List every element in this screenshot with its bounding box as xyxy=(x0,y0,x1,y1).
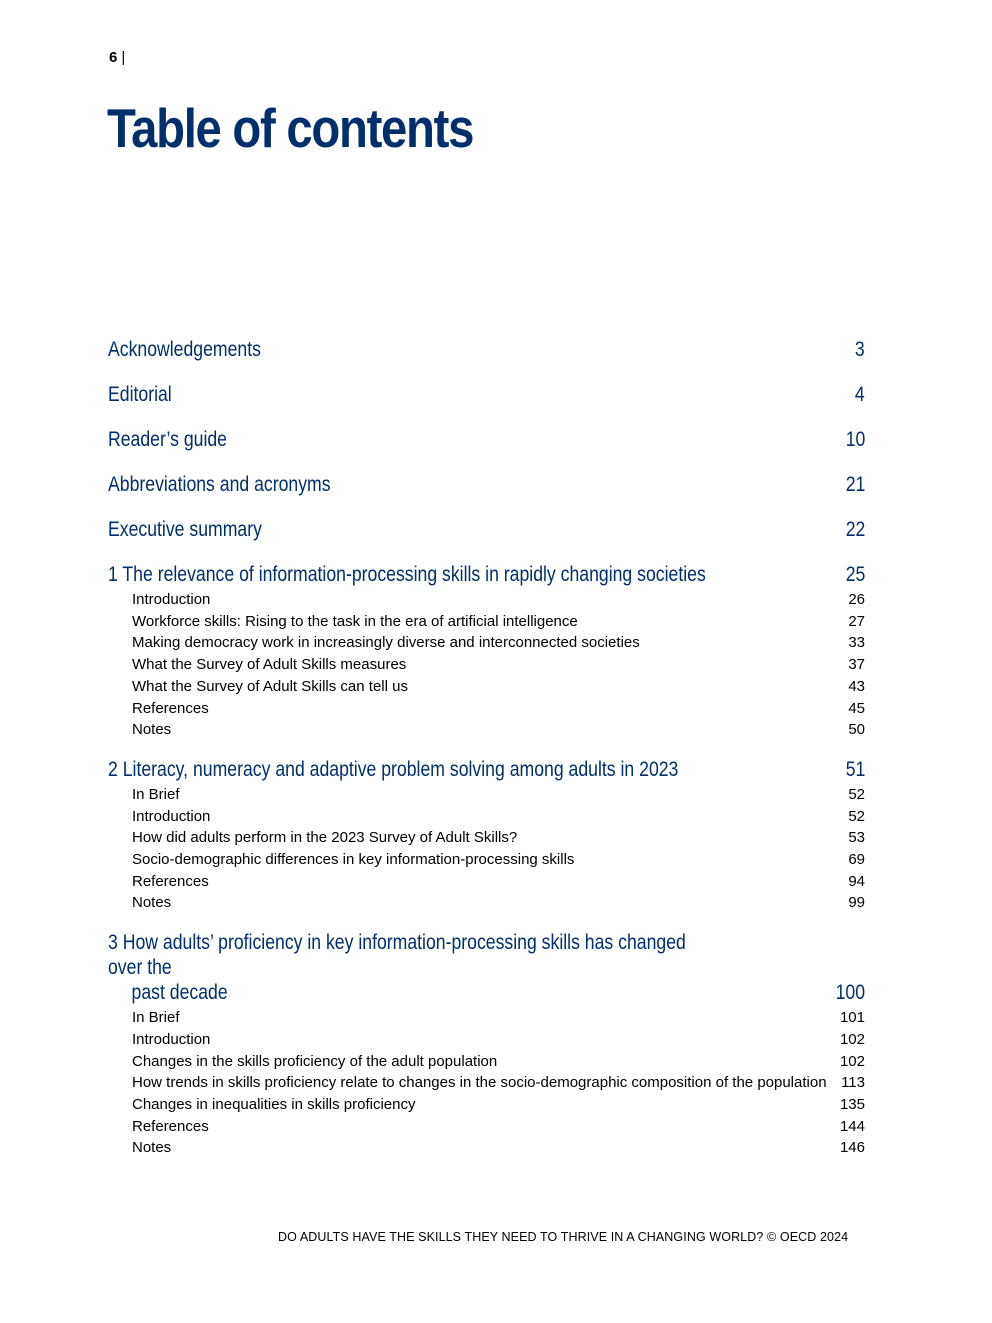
toc-item-page: 53 xyxy=(848,829,865,847)
toc-chapter-label: 2 Literacy, numeracy and adaptive problem solving among adults in 2023 xyxy=(108,757,679,781)
toc-item[interactable] xyxy=(108,632,865,654)
toc-chapter-1 xyxy=(108,562,865,741)
toc-item-label: Introduction xyxy=(132,807,211,825)
toc-item-page: 27 xyxy=(848,612,865,630)
toc-entry-page: 10 xyxy=(845,428,865,451)
toc-item[interactable] xyxy=(108,1029,865,1051)
toc-chapter-page: 51 xyxy=(845,757,865,781)
toc-item-label: References xyxy=(132,699,209,717)
toc-item[interactable] xyxy=(108,1094,865,1116)
toc-item-label: In Brief xyxy=(132,1009,180,1027)
toc-item-page: 26 xyxy=(848,591,865,608)
toc-item-label: Notes xyxy=(132,721,172,739)
toc-chapter-heading[interactable] xyxy=(108,757,865,782)
toc-item[interactable] xyxy=(108,589,865,611)
toc-item-page: 113 xyxy=(841,1074,865,1092)
toc-entry-label: Executive summary xyxy=(108,518,262,541)
toc-chapter-label-line1: 3 How adults’ proficiency in key information-processing skills has changed over the xyxy=(108,931,686,980)
toc-item-page: 37 xyxy=(848,656,865,674)
toc-item-label: Changes in inequalities in skills proficiency xyxy=(132,1095,416,1113)
toc-item-page: 45 xyxy=(848,699,865,717)
toc-entry-page: 4 xyxy=(855,383,865,406)
toc-item-label: How did adults perform in the 2023 Survey of Adult Skills? xyxy=(132,829,518,847)
toc-chapter-label xyxy=(108,930,714,1005)
toc-entry-label: Reader’s guide xyxy=(108,428,228,451)
toc-item-label: How trends in skills proficiency relate to changes in the socio-demographic composition of the population xyxy=(132,1074,827,1092)
toc-entry-abbreviations[interactable] xyxy=(108,472,865,497)
toc-item[interactable] xyxy=(108,698,865,720)
toc-item-label: Introduction xyxy=(132,1030,211,1048)
toc-chapter-heading[interactable] xyxy=(108,562,865,587)
toc-item[interactable] xyxy=(108,1137,865,1159)
toc-chapter-3 xyxy=(108,930,865,1159)
toc-entry-label: Abbreviations and acronyms xyxy=(108,473,331,496)
toc-item[interactable] xyxy=(108,849,865,871)
toc-entry-readers-guide[interactable] xyxy=(108,427,865,452)
toc-entry-page: 3 xyxy=(855,338,865,361)
toc-item[interactable] xyxy=(108,1007,865,1029)
toc-item[interactable] xyxy=(108,871,865,893)
toc-item-page: 144 xyxy=(839,1117,865,1135)
toc-item[interactable] xyxy=(108,1051,865,1073)
toc-item-label: What the Survey of Adult Skills can tell us xyxy=(132,677,408,695)
toc-chapter-page: 25 xyxy=(845,563,865,586)
toc-item-page: 52 xyxy=(848,785,865,803)
toc-chapter-label-line2: past decade xyxy=(131,981,228,1005)
toc-item-label: References xyxy=(132,1117,209,1135)
toc-item-page: 43 xyxy=(848,677,865,695)
toc-item-label: Changes in the skills proficiency of the adult population xyxy=(132,1052,498,1070)
toc-item[interactable] xyxy=(108,654,865,676)
toc-item[interactable] xyxy=(108,892,865,914)
toc-item-page: 146 xyxy=(839,1139,865,1157)
toc-item-label: Introduction xyxy=(132,591,211,608)
toc-item-label: In Brief xyxy=(132,785,180,803)
page-number: 6 | xyxy=(109,49,126,66)
toc-entry-label: Acknowledgements xyxy=(108,338,261,361)
toc-item-label: Workforce skills: Rising to the task in the era of artificial intelligence xyxy=(132,612,578,630)
toc-item[interactable] xyxy=(108,1072,865,1094)
toc-entry-label: Editorial xyxy=(108,383,172,406)
toc-entry-page: 21 xyxy=(845,473,865,496)
toc-item-page: 135 xyxy=(839,1095,865,1113)
toc-item-page: 33 xyxy=(848,634,865,652)
toc-item-label: Notes xyxy=(132,1139,172,1157)
page-title: Table of contents xyxy=(107,97,474,159)
toc-entry-editorial[interactable] xyxy=(108,382,865,407)
toc-entry-acknowledgements[interactable] xyxy=(108,337,865,362)
toc-item[interactable] xyxy=(108,784,865,806)
toc-item-page: 69 xyxy=(848,851,865,869)
toc-item-page: 52 xyxy=(848,807,865,825)
toc-item-page: 101 xyxy=(839,1009,865,1027)
toc-item-label: References xyxy=(132,872,209,890)
toc-item[interactable] xyxy=(108,611,865,633)
toc-entry-executive-summary[interactable] xyxy=(108,517,865,542)
toc-chapter-page: 100 xyxy=(835,981,865,1005)
toc-item[interactable] xyxy=(108,827,865,849)
toc-chapter-heading[interactable] xyxy=(108,930,865,1005)
toc-item[interactable] xyxy=(108,719,865,741)
toc-item-page: 99 xyxy=(848,894,865,912)
toc-item-label: Notes xyxy=(132,894,172,912)
toc-chapter-2 xyxy=(108,757,865,914)
toc-item-page: 102 xyxy=(839,1030,865,1048)
toc-entry-page: 22 xyxy=(845,518,865,541)
toc-item[interactable] xyxy=(108,676,865,698)
toc-item-label: What the Survey of Adult Skills measures xyxy=(132,656,407,674)
page-footer: DO ADULTS HAVE THE SKILLS THEY NEED TO THRIVE IN A CHANGING WORLD? © OECD 2024 xyxy=(278,1230,849,1244)
toc-item-label: Socio-demographic differences in key information-processing skills xyxy=(132,851,575,869)
table-of-contents xyxy=(108,337,865,1175)
toc-chapter-label: 1 The relevance of information-processing skills in rapidly changing societies xyxy=(108,563,706,586)
toc-item[interactable] xyxy=(108,806,865,828)
toc-item-page: 102 xyxy=(839,1052,865,1070)
toc-item-label: Making democracy work in increasingly diverse and interconnected societies xyxy=(132,634,640,652)
toc-item-page: 94 xyxy=(848,872,865,890)
toc-item[interactable] xyxy=(108,1116,865,1138)
toc-item-page: 50 xyxy=(848,721,865,739)
